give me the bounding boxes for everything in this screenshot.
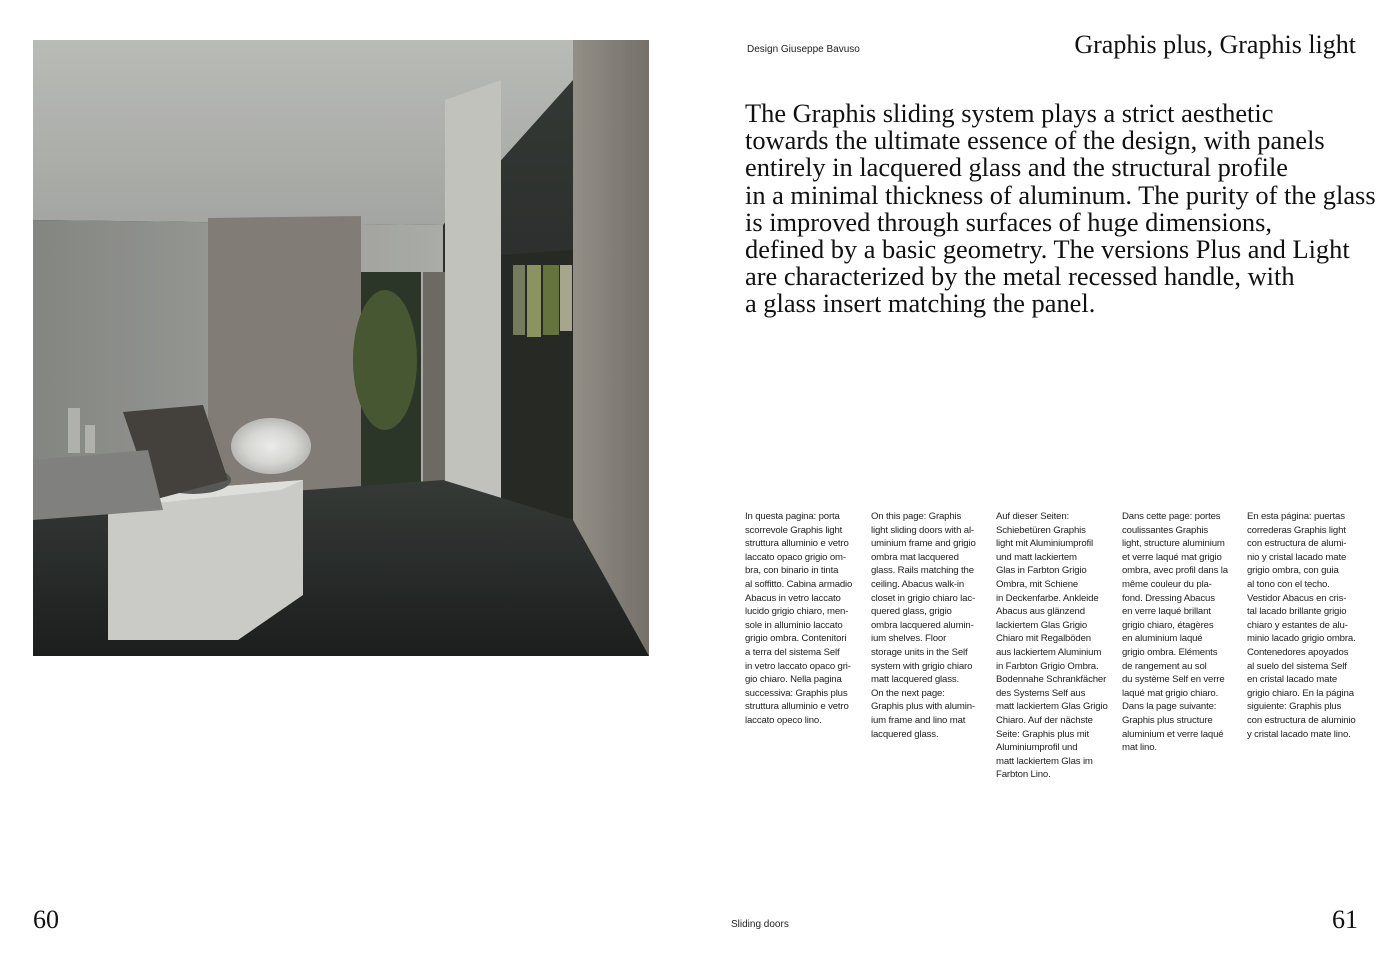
caption-line: storage units in the Self bbox=[871, 646, 968, 658]
caption-line: y cristal lacado mate lino. bbox=[1247, 728, 1351, 740]
caption-line: Auf dieser Seiten: bbox=[996, 511, 1070, 522]
caption-line: Schiebetüren Graphis bbox=[996, 524, 1086, 536]
caption-line: coulissantes Graphis bbox=[1122, 524, 1209, 536]
caption-line: grigio ombra. Eléments bbox=[1122, 646, 1218, 658]
caption-line: et verre laqué mat grigio bbox=[1122, 551, 1222, 563]
caption-line: Abacus in vetro laccato bbox=[745, 592, 841, 604]
caption-line: en cristal lacado mate bbox=[1247, 674, 1338, 686]
caption-line: gio chiaro. Nella pagina bbox=[745, 674, 842, 686]
caption-line: des Systems Self aus bbox=[996, 687, 1086, 699]
caption-line: al suelo del sistema Self bbox=[1247, 660, 1347, 672]
caption-line: aus lackiertem Aluminium bbox=[996, 646, 1102, 658]
caption-line: al soffitto. Cabina armadio bbox=[745, 578, 853, 590]
caption-line: ceiling. Abacus walk-in bbox=[871, 578, 965, 590]
caption-line: minio lacado grigio ombra. bbox=[1247, 633, 1356, 645]
caption-line: Seite: Graphis plus mit bbox=[996, 728, 1090, 740]
caption-line: nio y cristal lacado mate bbox=[1247, 551, 1347, 563]
lead-paragraph bbox=[745, 98, 1376, 319]
interior-photo bbox=[33, 40, 649, 656]
caption-line: siguiente: Graphis plus bbox=[1247, 701, 1342, 713]
caption-line: light mit Aluminiumprofil bbox=[996, 538, 1094, 550]
caption-line: al tono con el techo. bbox=[1247, 578, 1330, 590]
caption-line: successiva: Graphis plus bbox=[745, 687, 848, 699]
caption-line: aluminium et verre laqué bbox=[1122, 728, 1224, 740]
caption-line: ombra mat lacquered bbox=[871, 551, 959, 563]
caption-line: Chiaro. Auf der nächste bbox=[996, 714, 1093, 726]
caption-line: grigio chiaro. En la página bbox=[1247, 687, 1354, 699]
caption-line: grigio ombra, con guia bbox=[1247, 565, 1339, 577]
caption-line: closet in grigio chiaro lac- bbox=[871, 592, 976, 604]
caption-line: en aluminium laqué bbox=[1122, 633, 1203, 645]
caption-line: in Deckenfarbe. Ankleide bbox=[996, 592, 1099, 604]
caption-line: ombra, avec profil dans la bbox=[1122, 565, 1228, 577]
lead-line: in a minimal thickness of aluminum. The purity of the glass bbox=[745, 179, 1376, 210]
caption-line: ium shelves. Floor bbox=[871, 633, 947, 645]
caption-line: On this page: Graphis bbox=[871, 511, 962, 522]
caption-line: Abacus aus glänzend bbox=[996, 606, 1085, 618]
page-title: Graphis plus, Graphis light bbox=[1074, 30, 1356, 59]
caption-german bbox=[996, 510, 1114, 782]
caption-line: chiaro y estantes de alu- bbox=[1247, 619, 1348, 631]
caption-line: scorrevole Graphis light bbox=[745, 524, 843, 536]
designer-credit: Design Giuseppe Bavuso bbox=[747, 44, 860, 55]
caption-line: uminium frame and grigio bbox=[871, 538, 976, 550]
caption-line: Chiaro mit Regalböden bbox=[996, 633, 1091, 645]
caption-line: matt lackiertem Glas im bbox=[996, 755, 1093, 767]
caption-line: glass. Rails matching the bbox=[871, 565, 974, 577]
caption-line: On the next page: bbox=[871, 687, 945, 699]
caption-line: Bodennahe Schrankfächer bbox=[996, 674, 1107, 686]
caption-line: Dans la page suivante: bbox=[1122, 701, 1217, 713]
caption-line: In questa pagina: porta bbox=[745, 511, 840, 522]
caption-line: matt lackiertem Glas Grigio bbox=[996, 701, 1108, 713]
caption-columns bbox=[745, 510, 1365, 800]
caption-line: laccato opeco lino. bbox=[745, 714, 822, 726]
caption-line: En esta página: puertas bbox=[1247, 511, 1345, 522]
caption-line: lacquered glass. bbox=[871, 728, 939, 740]
caption-line: und matt lackiertem bbox=[996, 551, 1077, 563]
section-label: Sliding doors bbox=[731, 919, 789, 930]
caption-line: lucido grigio chiaro, men- bbox=[745, 606, 849, 618]
caption-line: bra, con binario in tinta bbox=[745, 565, 839, 577]
caption-line: fond. Dressing Abacus bbox=[1122, 592, 1215, 604]
caption-line: Farbton Lino. bbox=[996, 769, 1051, 781]
caption-line: en verre laqué brillant bbox=[1122, 606, 1211, 618]
caption-line: Ombra, mit Schiene bbox=[996, 578, 1079, 590]
caption-spanish bbox=[1247, 510, 1365, 741]
caption-line: mat lino. bbox=[1122, 742, 1157, 754]
caption-line: tal lacado brillante grigio bbox=[1247, 606, 1347, 618]
caption-line: con estructura de alumi- bbox=[1247, 538, 1347, 550]
caption-line: même couleur du pla- bbox=[1122, 578, 1212, 590]
caption-line: light sliding doors with al- bbox=[871, 524, 974, 536]
caption-line: system with grigio chiaro bbox=[871, 660, 973, 672]
caption-line: Dans cette page: portes bbox=[1122, 511, 1221, 522]
caption-line: grigio chiaro, étagères bbox=[1122, 619, 1214, 631]
lead-line: defined by a basic geometry. The versions Plus and Light bbox=[745, 234, 1350, 265]
lead-line: are characterized by the metal recessed handle, with bbox=[745, 261, 1295, 292]
caption-line: correderas Graphis light bbox=[1247, 524, 1346, 536]
lead-line: entirely in lacquered glass and the structural profile bbox=[745, 152, 1289, 183]
caption-line: ium frame and lino mat bbox=[871, 714, 966, 726]
caption-line: in Farbton Grigio Ombra. bbox=[996, 660, 1099, 672]
caption-line: in vetro laccato opaco gri- bbox=[745, 660, 851, 672]
caption-line: Aluminiumprofil und bbox=[996, 742, 1078, 754]
caption-line: a terra del sistema Self bbox=[745, 646, 840, 658]
page-number-left: 60 bbox=[33, 905, 59, 934]
lead-line: towards the ultimate essence of the design, with panels bbox=[745, 125, 1325, 156]
caption-line: Graphis plus structure bbox=[1122, 714, 1213, 726]
caption-line: con estructura de aluminio bbox=[1247, 714, 1356, 726]
caption-line: ombra lacquered alumin- bbox=[871, 619, 974, 631]
lead-line: a glass insert matching the panel. bbox=[745, 288, 1096, 319]
caption-line: sole in alluminio laccato bbox=[745, 619, 843, 631]
caption-line: laccato opaco grigio om- bbox=[745, 551, 846, 563]
caption-italian bbox=[745, 510, 863, 728]
caption-line: laqué mat grigio chiaro. bbox=[1122, 687, 1219, 699]
caption-line: struttura alluminio e vetro bbox=[745, 701, 849, 713]
lead-line: The Graphis sliding system plays a strict aesthetic bbox=[745, 98, 1274, 128]
caption-line: du système Self en verre bbox=[1122, 674, 1225, 686]
caption-line: de rangement au sol bbox=[1122, 660, 1207, 672]
caption-french bbox=[1122, 510, 1240, 755]
caption-line: lackiertem Glas Grigio bbox=[996, 619, 1088, 631]
interior-illustration bbox=[33, 40, 649, 656]
lead-line: is improved through surfaces of huge dimensions, bbox=[745, 206, 1272, 237]
page-number-right: 61 bbox=[1332, 905, 1358, 934]
caption-line: quered glass, grigio bbox=[871, 606, 952, 618]
caption-line: light, structure aluminium bbox=[1122, 538, 1225, 550]
caption-line: Graphis plus with alumin- bbox=[871, 701, 975, 713]
caption-line: struttura alluminio e vetro bbox=[745, 538, 849, 550]
caption-line: Vestidor Abacus en cris- bbox=[1247, 592, 1347, 604]
caption-line: Glas in Farbton Grigio bbox=[996, 565, 1087, 577]
caption-line: grigio ombra. Contenitori bbox=[745, 633, 847, 645]
caption-english bbox=[871, 510, 989, 741]
caption-line: matt lacquered glass. bbox=[871, 674, 960, 686]
caption-line: Contenedores apoyados bbox=[1247, 646, 1349, 658]
